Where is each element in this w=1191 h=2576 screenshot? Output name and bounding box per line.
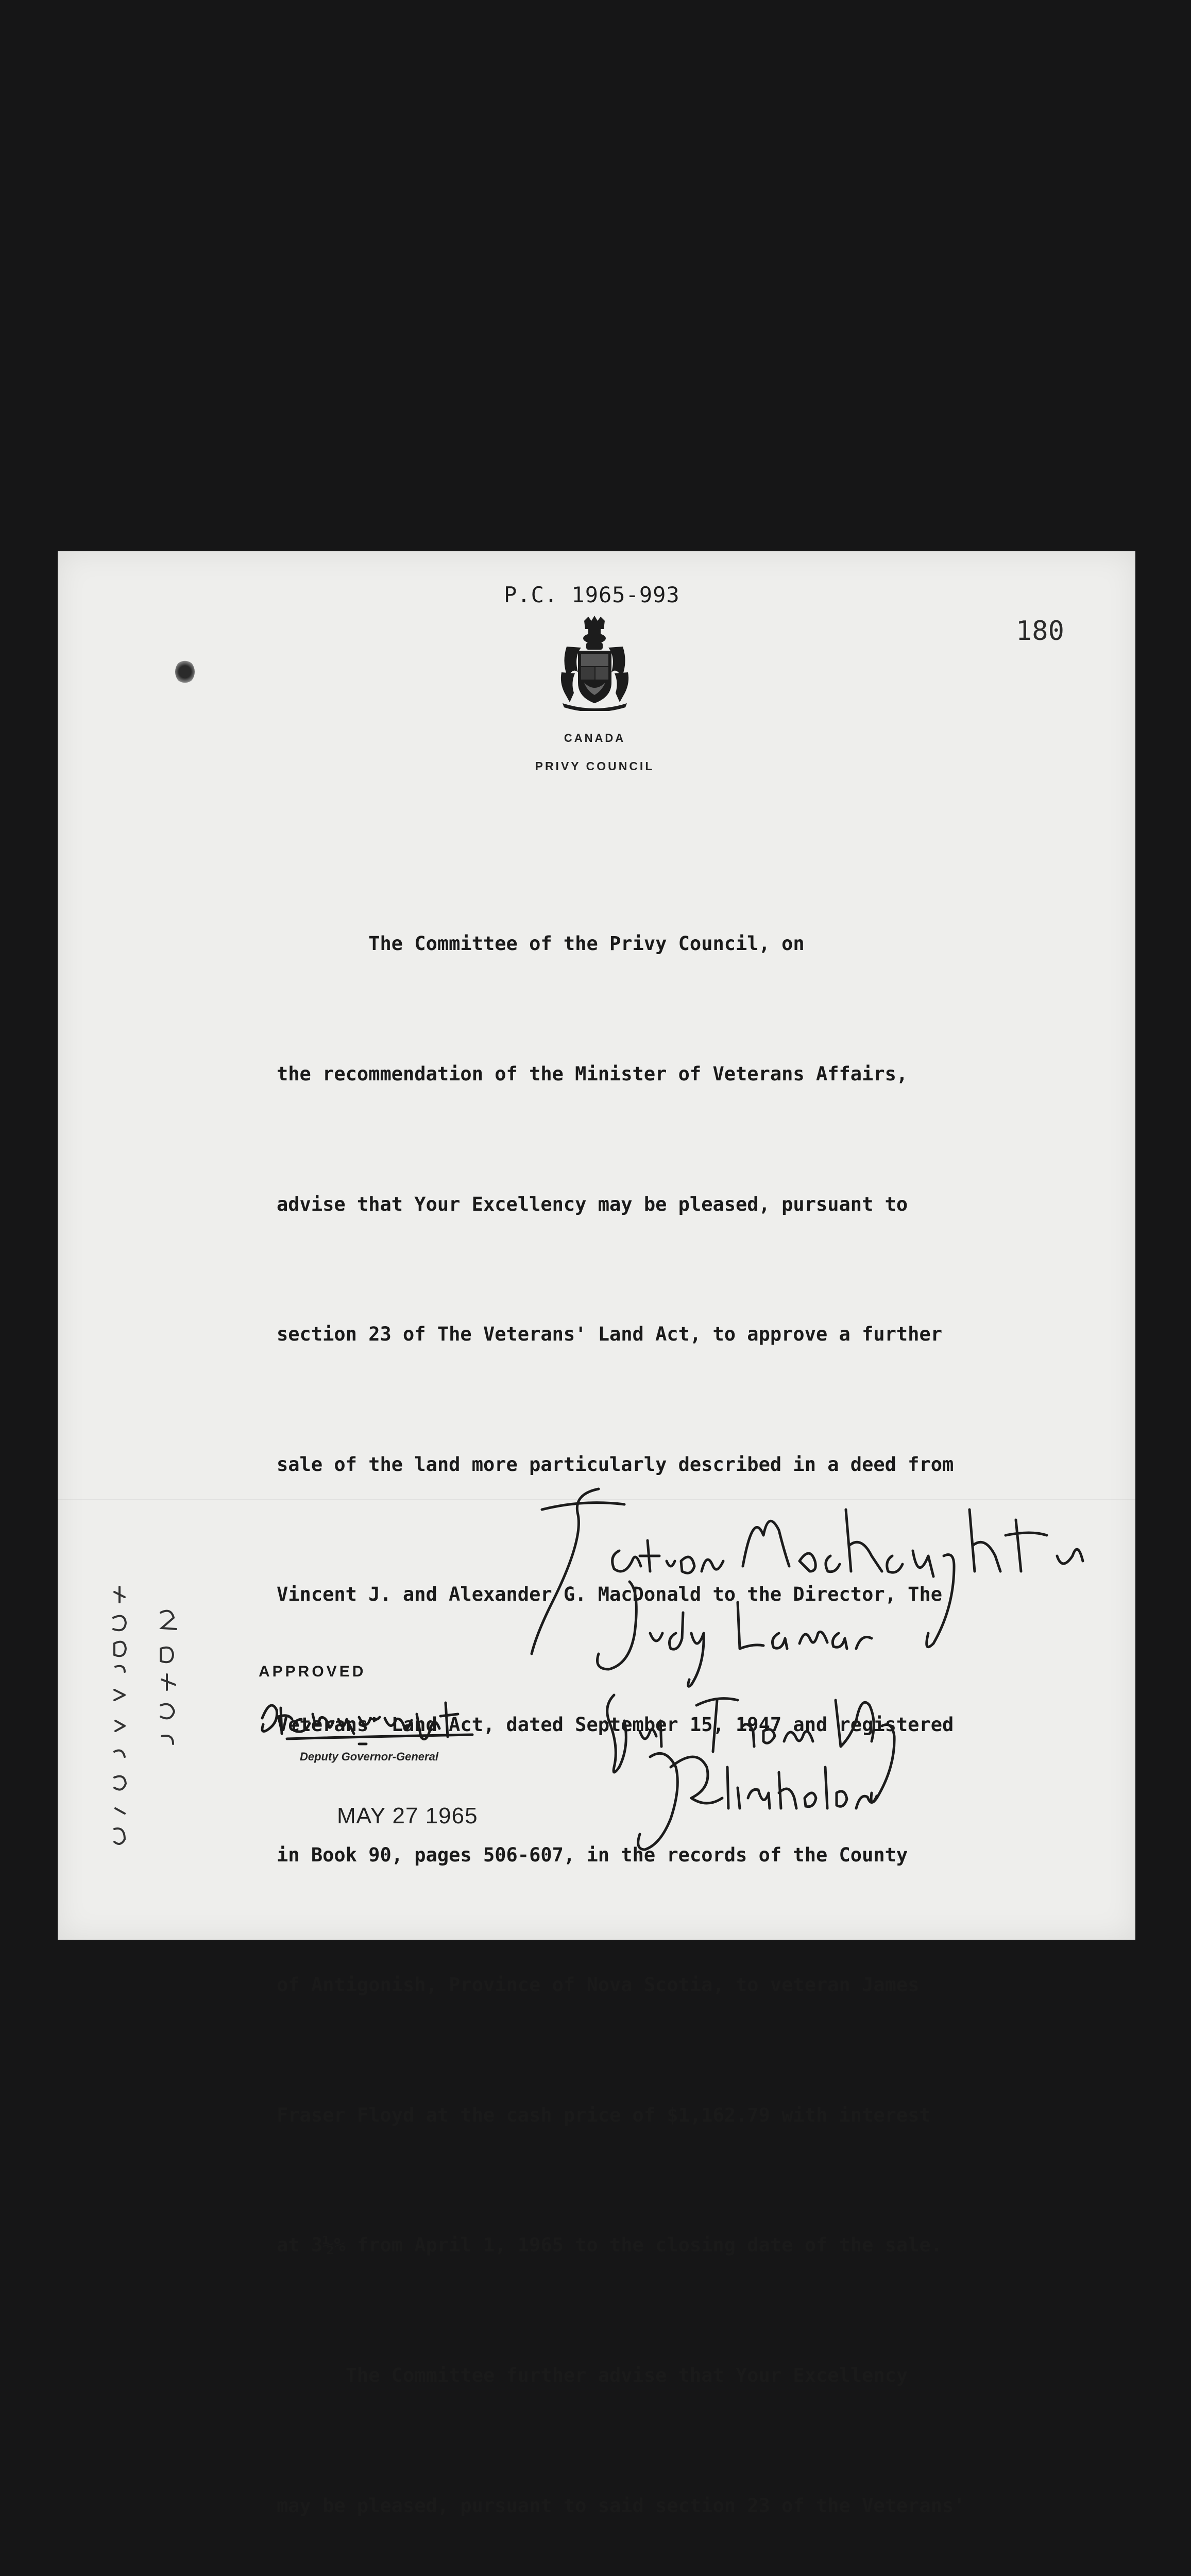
punch-hole (175, 660, 195, 684)
body-line: Fraser Floyd at the cash price of $1,162.79 with interest (277, 2104, 931, 2126)
body-line: at 3½% from April 1, 1965 to the closing date of the sale. (277, 2234, 943, 2257)
order-in-council-number: P.C. 1965-993 (504, 582, 680, 607)
margin-handwritten-note (104, 1582, 197, 1870)
body-line: The Committee of the Privy Council, on (277, 933, 805, 955)
body-line: sale of the land more particularly described in a deed from (277, 1453, 954, 1476)
body-line: in Book 90, pages 506-607, in the records of the County (277, 1843, 908, 1866)
body-line: the recommendation of the Minister of Veterans Affairs, (277, 1063, 908, 1085)
country-heading: CANADA (564, 732, 626, 744)
document-page (58, 551, 1135, 2517)
canada-coat-of-arms-icon (557, 616, 632, 711)
deputy-governor-general-title: Deputy Governor-General (300, 1750, 438, 1763)
body-line: section 23 of The Veterans' Land Act, to approve a further (277, 1323, 943, 1346)
body-line: may be pleased, pursuant to said section 23 of the Veterans' (277, 2494, 965, 2517)
governor-general-signature (256, 1687, 483, 1749)
body-line: of Antigonish, Province of Nova Scotia, to veteran James (277, 1974, 920, 1996)
approved-label: APPROVED (259, 1663, 366, 1680)
page-number: 180 (1016, 616, 1064, 647)
body-line: advise that Your Excellency may be pleased, pursuant to (277, 1193, 908, 1215)
ministers-signatures (521, 1479, 1165, 1870)
office-heading: PRIVY COUNCIL (535, 759, 655, 773)
body-line: The Committee further advise that Your Excellency (277, 2364, 908, 2386)
body-line: Veterans' Land Act, dated September 15, 1947 and registered (277, 1713, 954, 1736)
approval-date-stamp: MAY 27 1965 (337, 1803, 478, 1828)
body-line: Vincent J. and Alexander G. MacDonald to the Director, The (277, 1583, 943, 1606)
